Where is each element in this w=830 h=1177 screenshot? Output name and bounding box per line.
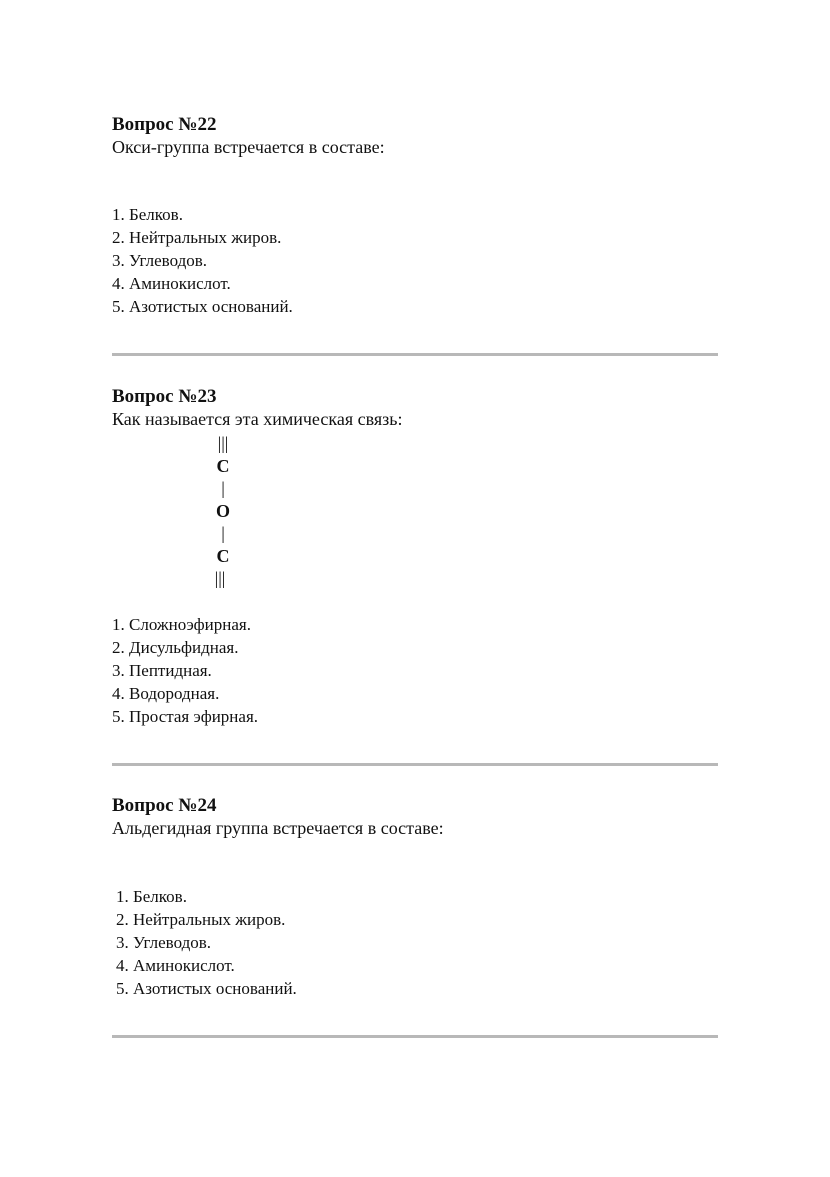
divider	[112, 1035, 718, 1038]
divider	[112, 763, 718, 766]
question-text: Альдегидная группа встречается в составе:	[112, 818, 444, 838]
answer-option: 3. Углеводов.	[116, 933, 212, 952]
answer-option: 5. Азотистых оснований.	[112, 297, 293, 316]
answer-option: 1. Сложноэфирная.	[112, 615, 251, 634]
atom-oxygen: O	[215, 500, 230, 521]
question-23	[112, 386, 718, 726]
question-title: Вопрос №22	[112, 114, 217, 135]
answer-option: 2. Нейтральных жиров.	[116, 910, 286, 929]
divider	[112, 353, 718, 356]
answer-option: 1. Белков.	[116, 887, 187, 906]
answer-option: 1. Белков.	[112, 205, 183, 224]
bond-single: |	[221, 478, 225, 498]
question-text: Как называется эта химическая связь:	[112, 409, 403, 429]
chemical-formula	[208, 432, 238, 590]
bond-single: |	[221, 523, 225, 543]
answer-option: 4. Аминокислот.	[112, 274, 231, 293]
bond-triple: |||	[214, 568, 226, 588]
answer-option: 4. Аминокислот.	[116, 956, 235, 975]
atom-carbon: C	[216, 455, 230, 476]
question-title: Вопрос №24	[112, 795, 217, 816]
answer-list	[112, 613, 258, 728]
answer-option: 3. Углеводов.	[112, 251, 208, 270]
answer-list	[112, 203, 293, 318]
answer-option: 2. Нейтральных жиров.	[112, 228, 282, 247]
bond-triple: |||	[217, 433, 229, 453]
answer-list	[116, 885, 297, 1000]
question-title: Вопрос №23	[112, 386, 217, 407]
answer-option: 5. Простая эфирная.	[112, 707, 259, 726]
question-24	[112, 795, 718, 998]
answer-option: 4. Водородная.	[112, 684, 220, 703]
question-22	[112, 114, 718, 316]
answer-option: 2. Дисульфидная.	[112, 638, 239, 657]
question-text: Окси-группа встречается в составе:	[112, 137, 385, 157]
answer-option: 5. Азотистых оснований.	[116, 979, 297, 998]
atom-carbon: C	[216, 545, 230, 566]
answer-option: 3. Пептидная.	[112, 661, 212, 680]
